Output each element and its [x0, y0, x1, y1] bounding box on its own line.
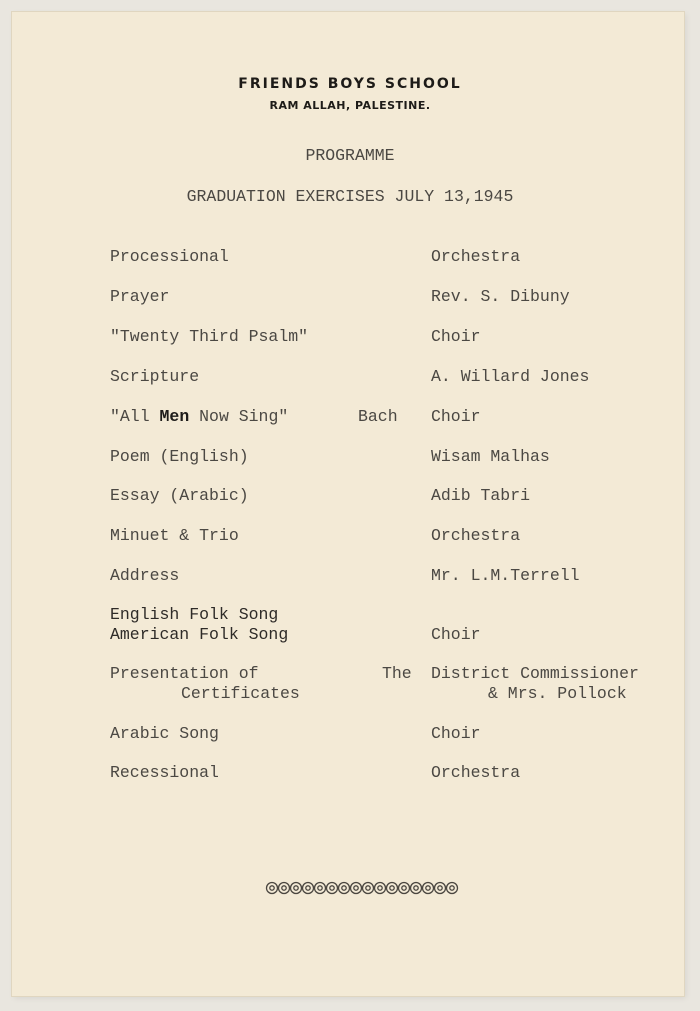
- school-name: FRIENDS BOYS SCHOOL: [238, 76, 462, 92]
- programme-item-line-1: English Folk Song: [110, 605, 279, 624]
- programme-performer: Choir: [431, 407, 481, 426]
- programme-item: Processional: [110, 247, 229, 266]
- programme-item: [110, 407, 288, 427]
- programme-item-line-2: American Folk Song: [110, 625, 289, 644]
- scroll-border-ornament-icon: [265, 878, 465, 898]
- programme-performer: Orchestra: [431, 526, 521, 545]
- item-text-end: Now Sing": [189, 407, 289, 426]
- programme-heading: PROGRAMME: [305, 146, 395, 165]
- item-text-start: "All: [110, 407, 160, 426]
- programme-item: Prayer: [110, 287, 170, 306]
- programme-performer: Wisam Malhas: [431, 447, 550, 466]
- programme-performer: Choir: [431, 327, 481, 346]
- programme-item: Arabic Song: [110, 724, 219, 743]
- programme-performer-line-2: & Mrs. Pollock: [488, 684, 627, 703]
- programme-item: Recessional: [110, 763, 219, 782]
- programme-performer: Choir: [431, 625, 481, 644]
- programme-item: "Twenty Third Psalm": [110, 327, 309, 346]
- school-location: RAM ALLAH, PALESTINE.: [269, 99, 431, 112]
- programme-performer: Orchestra: [431, 247, 521, 266]
- programme-performer: Orchestra: [431, 763, 521, 782]
- programme-item: Scripture: [110, 367, 200, 386]
- programme-performer-line-1: District Commissioner: [431, 664, 639, 683]
- programme-performer: Adib Tabri: [431, 486, 531, 505]
- programme-item: Poem (English): [110, 447, 249, 466]
- programme-performer: Choir: [431, 724, 481, 743]
- programme-performer: A. Willard Jones: [431, 367, 590, 386]
- programme-performer: Rev. S. Dibuny: [431, 287, 570, 306]
- programme-item-line-2: Certificates: [181, 684, 300, 703]
- programme-performer: Mr. L.M.Terrell: [431, 566, 580, 585]
- performer-prefix: The: [382, 664, 412, 683]
- programme-item: Minuet & Trio: [110, 526, 239, 545]
- item-text-emphasis: Men: [159, 407, 190, 426]
- programme-composer: Bach: [358, 407, 398, 426]
- programme-item: Address: [110, 566, 180, 585]
- programme-item: Essay (Arabic): [110, 486, 249, 505]
- programme-item-line-1: Presentation of: [110, 664, 259, 683]
- programme-subheading: GRADUATION EXERCISES JULY 13,1945: [186, 187, 514, 206]
